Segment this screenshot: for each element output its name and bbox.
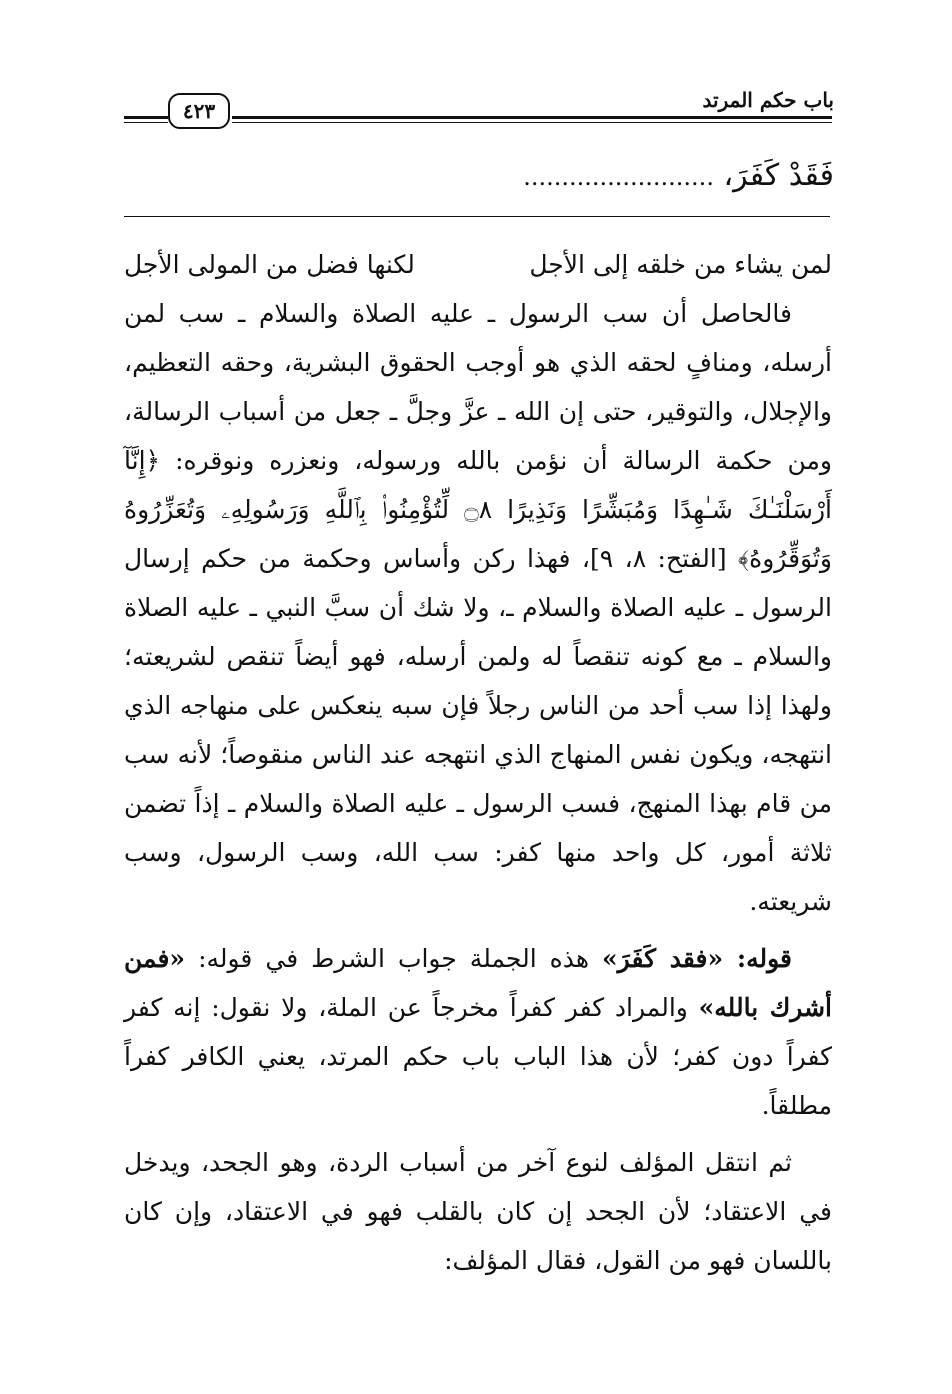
header-rule-right-thin — [232, 122, 832, 123]
header-rule-left-thin — [124, 122, 168, 123]
poetry-verse — [124, 240, 832, 289]
commentary-body — [124, 240, 832, 1285]
matn-dots: ......................... — [523, 163, 714, 191]
paragraph-1: فالحاصل أن سب الرسول ـ عليه الصلاة والسلام ـ سب لمن أرسله، ومنافٍ لحقه الذي هو أوجب الحقوق البشرية، وحقه التعظيم، والإجلال، والتوقير، حتى إن الله ـ عزَّ وجلَّ ـ جعل من أسباب الرسالة، ومن حكمة الرسالة أن نؤمن بالله ورسوله، ونعزره ونوقره: ﴿إِنَّآ أَرْسَلْنَـٰكَ شَـٰهِدًا وَمُبَشِّرًا وَنَذِيرًا ۝٨ لِّتُؤْمِنُوا۟ بِٱللَّهِ وَرَسُولِهِۦ وَتُعَزِّرُوهُ وَتُوَقِّرُوهُ﴾ [الفتح: ٨، ٩]، فهذا ركن وأساس وحكمة من حكم إرسال الرسول ـ عليه الصلاة والسلام ـ، ولا شك أن سبَّ النبي ـ عليه الصلاة والسلام ـ مع كونه تنقصاً له ولمن أرسله، فهو أيضاً تنقص لشريعته؛ ولهذا إذا سب أحد من الناس رجلاً فإن سبه ينعكس على منهاجه الذي انتهجه، ويكون نفس المنهاج الذي انتهجه عند الناس منقوصاً؛ لأنه سب من قام بهذا المنهج، فسب الرسول ـ عليه الصلاة والسلام ـ إذاً تضمن ثلاثة أمور، كل واحد منها كفر: سب الله، وسب الرسول، وسب شريعته. — [124, 299, 833, 916]
paragraph-3: ثم انتقل المؤلف لنوع آخر من أسباب الردة، وهو الجحد، ويدخل في الاعتقاد؛ لأن الجحد إن كان بالقلب فهو في الاعتقاد، وإن كان باللسان فهو من القول، فقال المؤلف: — [124, 1148, 832, 1275]
running-title: باب حكم المرتد — [702, 88, 834, 112]
matn-divider — [124, 216, 830, 217]
paragraph-2-rest: والمراد كفر كفراً مخرجاً عن الملة، ولا نقول: إنه كفر كفراً دون كفر؛ لأن هذا الباب باب حكم المرتد، يعني الكافر كفراً مطلقاً. — [124, 993, 832, 1120]
paragraph-2 — [124, 934, 832, 1130]
paragraph-2-lead: قوله: «فقد كَفَرَ» — [602, 944, 792, 973]
header-rule-right — [232, 116, 832, 119]
page-number-box — [168, 93, 230, 129]
matn-text: فَقَدْ كَفَرَ، — [723, 158, 834, 193]
verse-right-hemistich: لمن يشاء من خلقه إلى الأجل — [529, 250, 832, 279]
verse-left-hemistich: لكنها فضل من المولى الأجل — [124, 250, 415, 279]
paragraph-2-quote: «فمن أشرك بالله» — [124, 944, 832, 1022]
header-rule-left — [124, 116, 168, 119]
matn-line — [523, 158, 834, 193]
paragraph-2-mid: هذه الجملة جواب الشرط في قوله: — [185, 944, 603, 973]
page-number: ٤٢٣ — [182, 99, 216, 123]
